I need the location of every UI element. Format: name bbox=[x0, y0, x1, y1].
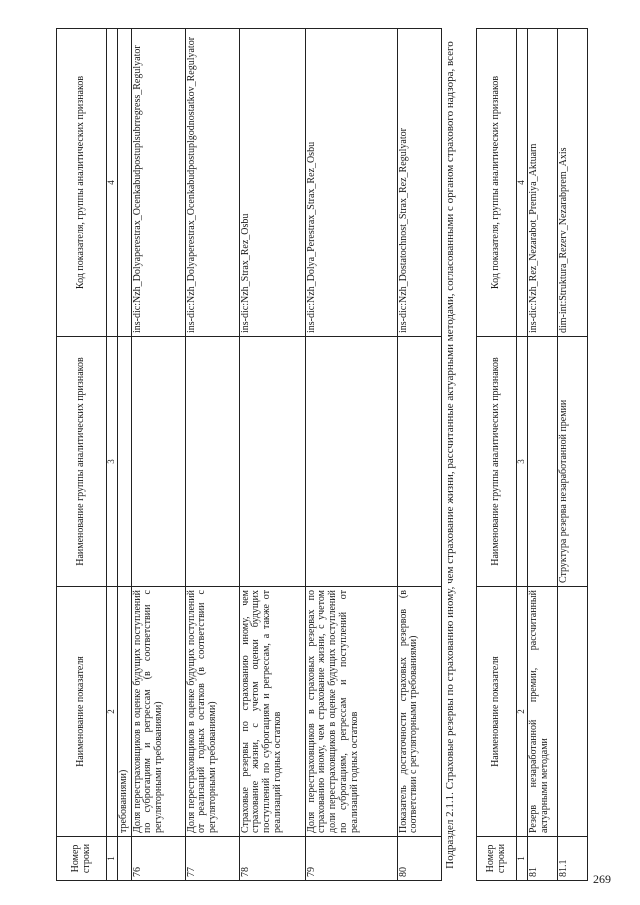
table-header-row bbox=[57, 29, 107, 881]
subsection-title: Подраздел 2.1.1. Страховые резервы по страхованию иному, чем страхование жизни, рассчитанные актуарными методами, согласованными с органом страхового надзора, всего bbox=[444, 41, 456, 869]
page-number: 269 bbox=[593, 872, 611, 886]
col-number: 3 bbox=[517, 337, 528, 587]
indicator-name: Страховые резервы по страхованию иному, чем страхование жизни, с учетом оценки будущих поступлений по суброгациям и регрессам, а также от реализаций годных остатков bbox=[239, 587, 305, 837]
col-number: 4 bbox=[517, 29, 528, 337]
table-row bbox=[185, 29, 239, 881]
table-row bbox=[117, 29, 131, 881]
indicator-code: ins-dic:Nzh_Rez_Nezarabot_Premiya_Aktuarn bbox=[527, 29, 557, 337]
group-name bbox=[527, 337, 557, 587]
header-code: Код показателя, группы аналитических признаков bbox=[477, 29, 517, 337]
indicator-code: ins-dic:Nzh_Dostatochnost_Strax_Rez_Regulyator bbox=[397, 29, 441, 337]
header-group-name: Наименование группы аналитических признаков bbox=[57, 337, 107, 587]
group-name bbox=[305, 337, 397, 587]
row-number: 79 bbox=[305, 837, 397, 881]
table-row bbox=[557, 29, 587, 881]
group-name bbox=[239, 337, 305, 587]
indicator-name: Показатель достаточности страховых резервов (в соответствии с регуляторными требованиями) bbox=[397, 587, 441, 837]
header-code: Код показателя, группы аналитических признаков bbox=[57, 29, 107, 337]
table-row bbox=[305, 29, 397, 881]
group-name: Структура резерва незаработанной премии bbox=[557, 337, 587, 587]
table-row bbox=[131, 29, 185, 881]
indicator-code: dim-int:Struktura_Rezerv_Nezarabprem_Axis bbox=[557, 29, 587, 337]
indicator-code: ins-dic:Nzh_Dolyaperestrax_Ocenkabudpostuplsubrregress_Regulyator bbox=[131, 29, 185, 337]
header-row-no: Номер строки bbox=[57, 837, 107, 881]
indicator-code: ins-dic:Nzh_Dolyaperestrax_Ocenkabudpostuplgodnostatkov_Regulyator bbox=[185, 29, 239, 337]
indicator-code: ins-dic:Nzh_Strax_Rez_Osbu bbox=[239, 29, 305, 337]
indicators-table-2 bbox=[476, 28, 588, 881]
group-name bbox=[397, 337, 441, 587]
table-header-row bbox=[477, 29, 517, 881]
row-number: 81.1 bbox=[557, 837, 587, 881]
col-number: 4 bbox=[107, 29, 118, 337]
row-number: 81 bbox=[527, 837, 557, 881]
header-name: Наименование показателя bbox=[477, 587, 517, 837]
table-row bbox=[527, 29, 557, 881]
indicator-name: требованиями) bbox=[117, 587, 131, 837]
col-number: 1 bbox=[107, 837, 118, 881]
table-row bbox=[397, 29, 441, 881]
row-number: 78 bbox=[239, 837, 305, 881]
group-name bbox=[185, 337, 239, 587]
table-row bbox=[239, 29, 305, 881]
indicator-name bbox=[557, 587, 587, 837]
indicator-name: Резерв незаработанной премии, рассчитанный актуарными методами bbox=[527, 587, 557, 837]
row-number: 77 bbox=[185, 837, 239, 881]
indicator-name: Доля перестраховщиков в оценке будущих поступлений по суброгациям и регрессам (в соответствии с регуляторными требованиями) bbox=[131, 587, 185, 837]
group-name bbox=[117, 337, 131, 587]
indicator-code bbox=[117, 29, 131, 337]
header-group-name: Наименование группы аналитических признаков bbox=[477, 337, 517, 587]
col-number: 1 bbox=[517, 837, 528, 881]
row-number: 76 bbox=[131, 837, 185, 881]
row-number bbox=[117, 837, 131, 881]
column-numbers-row bbox=[107, 29, 118, 881]
header-name: Наименование показателя bbox=[57, 587, 107, 837]
header-row-no: Номер строки bbox=[477, 837, 517, 881]
col-number: 2 bbox=[107, 587, 118, 837]
col-number: 3 bbox=[107, 337, 118, 587]
row-number: 80 bbox=[397, 837, 441, 881]
column-numbers-row bbox=[517, 29, 528, 881]
indicator-name: Доля перестраховщиков в страховых резервах по страхованию иному, чем страхование жизни, с учетом доли перестраховщиков в оценке будущих поступлений по суброгациям, регрессам и поступлений от реализаций годных остатков bbox=[305, 587, 397, 837]
group-name bbox=[131, 337, 185, 587]
indicators-table-1 bbox=[56, 28, 442, 881]
indicator-code: ins-dic:Nzh_Dolya_Perestrax_Strax_Rez_Osbu bbox=[305, 29, 397, 337]
col-number: 2 bbox=[517, 587, 528, 837]
indicator-name: Доля перестраховщиков в оценке будущих поступлений от реализаций годных остатков (в соответствии с регуляторными требованиями) bbox=[185, 587, 239, 837]
